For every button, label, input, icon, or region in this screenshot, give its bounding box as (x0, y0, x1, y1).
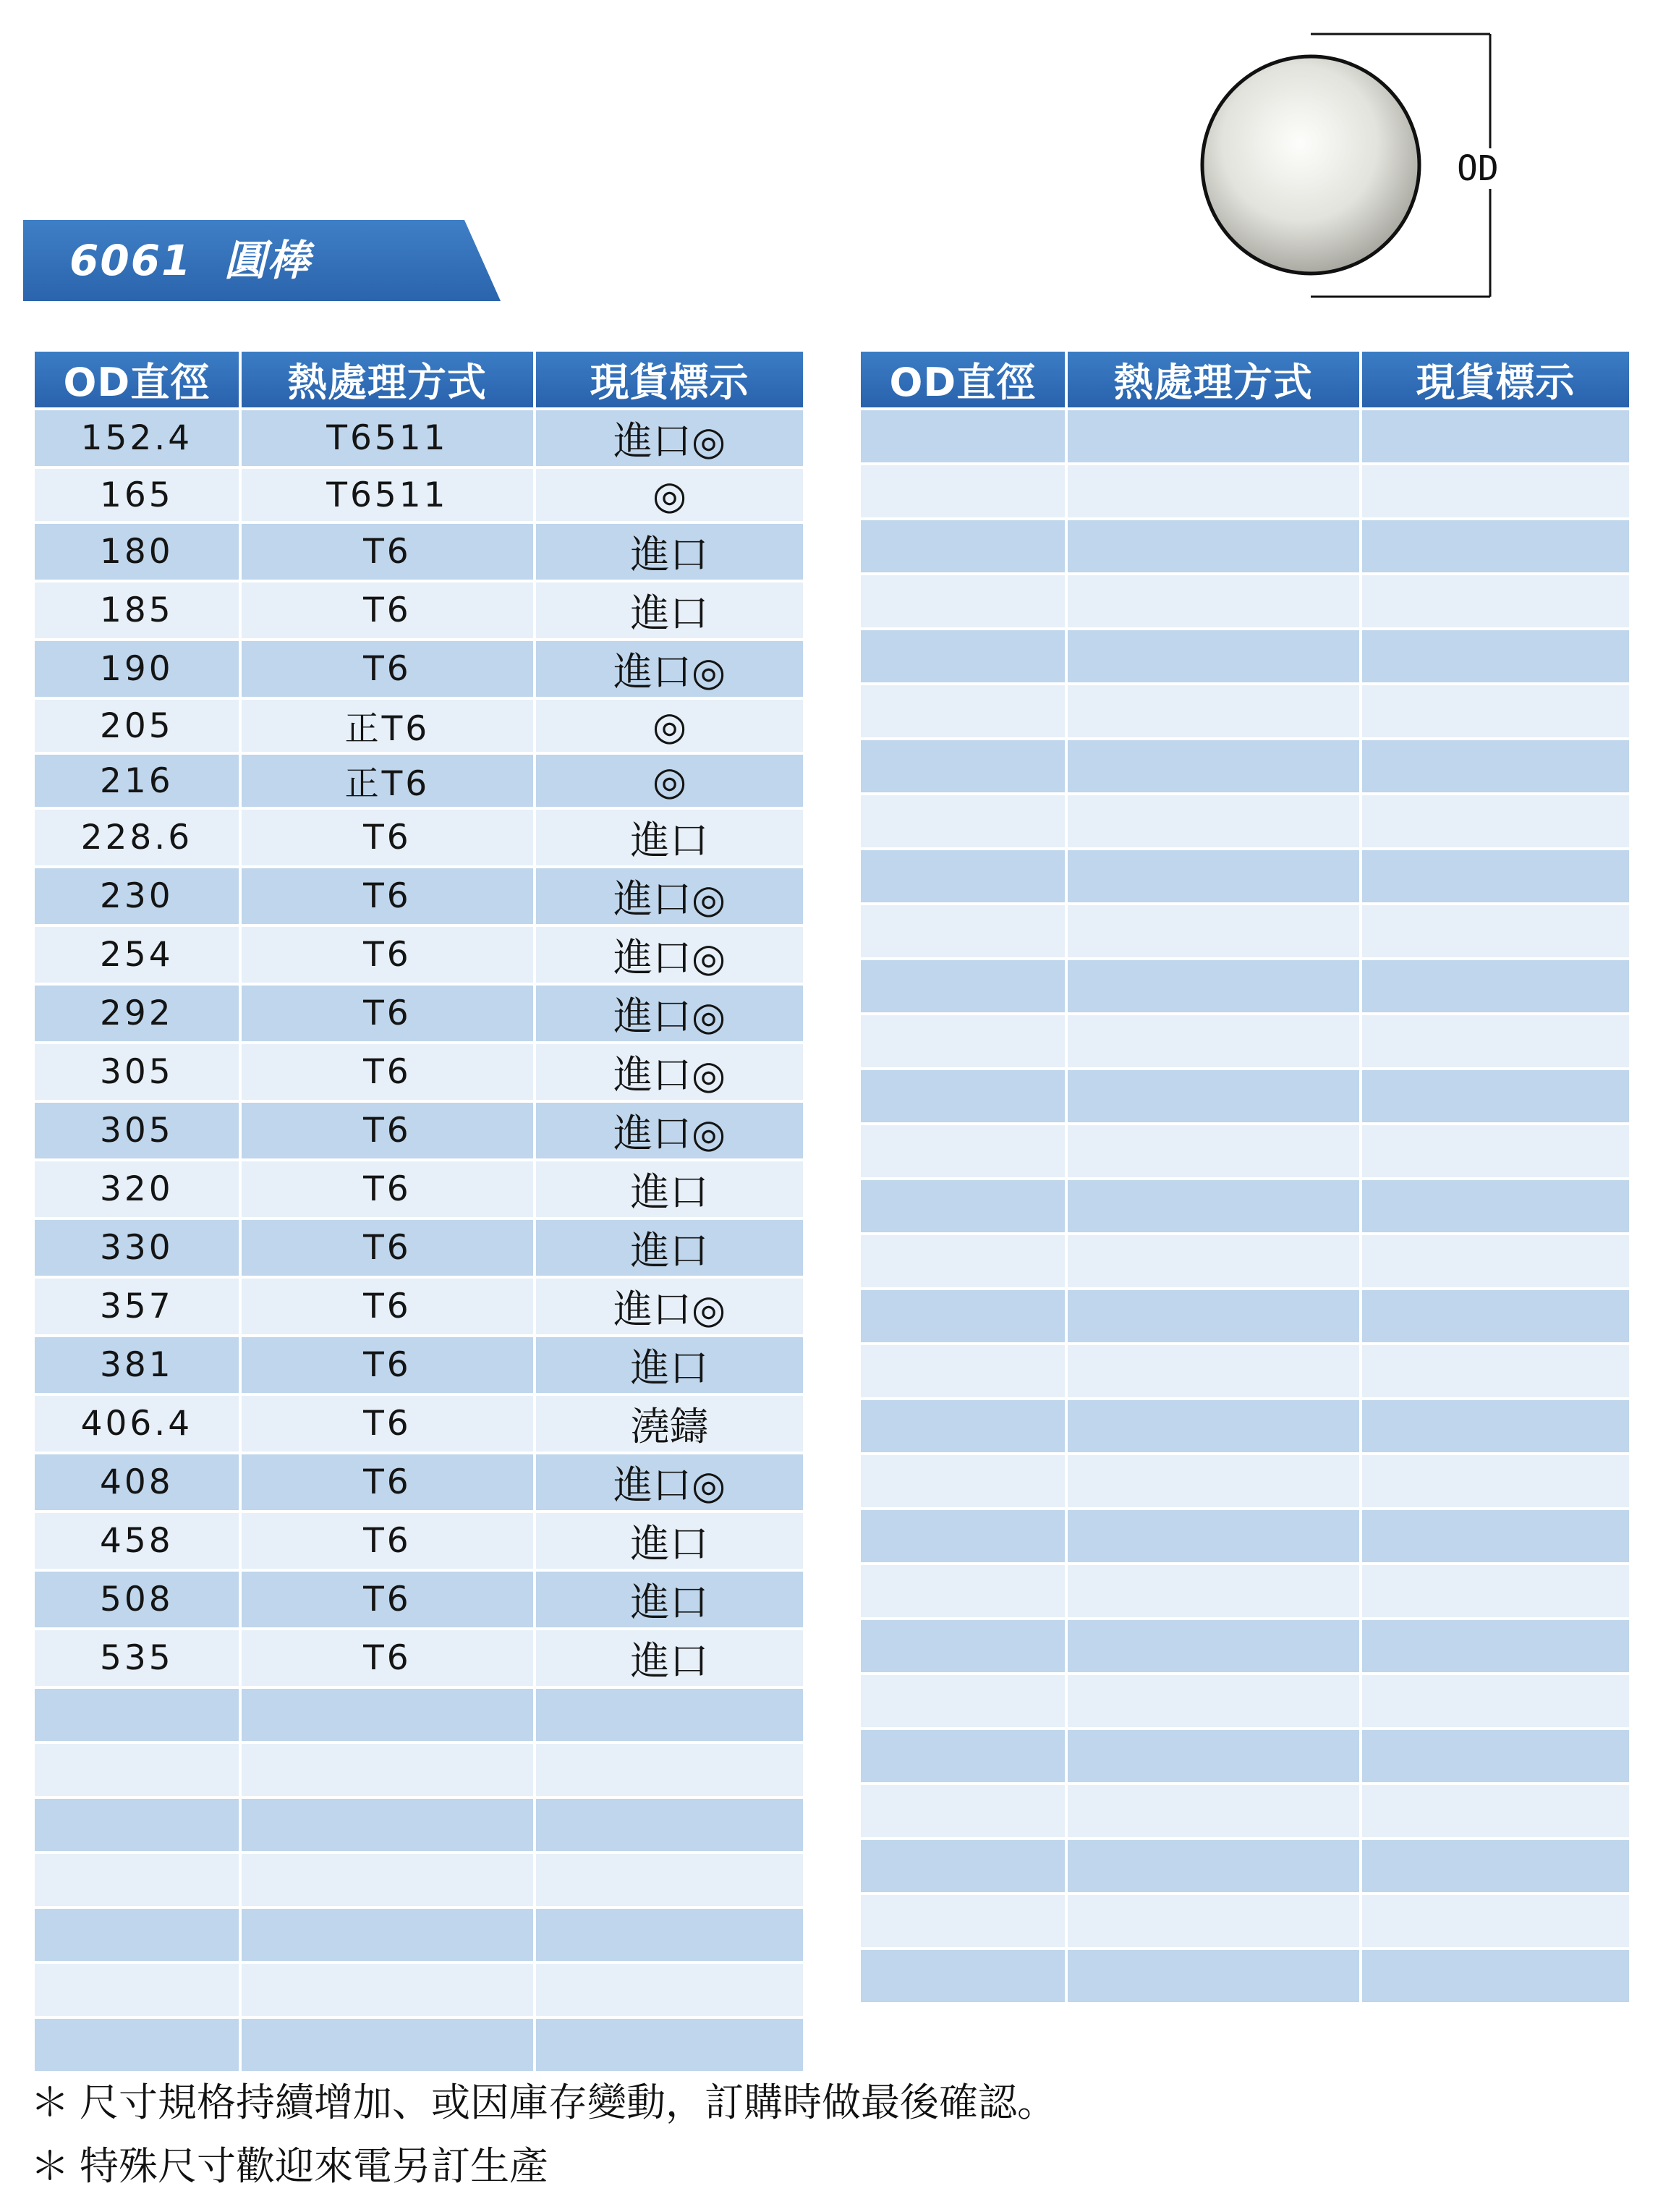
cell-od-diameter (861, 1455, 1065, 1507)
cell-heat-treatment (242, 2019, 533, 2071)
table-row (861, 1675, 1629, 1727)
table-row (861, 1455, 1629, 1507)
table-row (861, 1290, 1629, 1342)
cell-stock-mark (536, 2019, 803, 2071)
cell-od-diameter (861, 575, 1065, 627)
table-row (861, 685, 1629, 737)
cell-stock-mark (1362, 1840, 1629, 1892)
cell-od-diameter: 292 (35, 986, 239, 1041)
cell-od-diameter (35, 1744, 239, 1796)
footnote-text: 尺寸規格持續增加、或因庫存變動，訂購時做最後確認。 (80, 2080, 1056, 2125)
cell-od-diameter (861, 795, 1065, 847)
cell-stock-mark (1362, 1730, 1629, 1782)
cell-heat-treatment (242, 1854, 533, 1906)
cell-heat-treatment (1068, 1620, 1359, 1672)
cell-stock-mark (1362, 1510, 1629, 1562)
table-row (35, 1909, 803, 1961)
cell-stock-mark (536, 1964, 803, 2016)
cell-heat-treatment (1068, 1400, 1359, 1452)
table-row (861, 630, 1629, 682)
cell-od-diameter (861, 410, 1065, 462)
cell-stock-mark (1362, 410, 1629, 462)
cell-stock-mark (536, 1689, 803, 1741)
cell-heat-treatment: T6 (242, 1279, 533, 1334)
cell-od-diameter (861, 1345, 1065, 1397)
cell-stock-mark: 進口◎ (536, 641, 803, 697)
table-row (35, 1161, 803, 1217)
table-row (35, 700, 803, 752)
stock-table-left (32, 349, 806, 2074)
cell-heat-treatment (1068, 1730, 1359, 1782)
cell-stock-mark (1362, 1455, 1629, 1507)
table-row (35, 986, 803, 1041)
cell-stock-mark: 進口 (536, 1337, 803, 1393)
header-stock-mark: 現貨標示 (536, 352, 803, 407)
cell-stock-mark (1362, 1565, 1629, 1617)
cell-heat-treatment: T6 (242, 1630, 533, 1686)
cell-od-diameter: 381 (35, 1337, 239, 1393)
cell-stock-mark: 進口◎ (536, 868, 803, 924)
table-row (861, 1015, 1629, 1067)
cell-od-diameter (35, 1799, 239, 1851)
cell-heat-treatment: T6 (242, 1044, 533, 1100)
cell-stock-mark (1362, 1235, 1629, 1287)
cell-heat-treatment (1068, 850, 1359, 902)
table-row (35, 1799, 803, 1851)
cell-heat-treatment: T6 (242, 524, 533, 580)
cell-od-diameter: 320 (35, 1161, 239, 1217)
od-diagram (1157, 14, 1505, 318)
cell-heat-treatment: T6511 (242, 469, 533, 521)
cell-stock-mark (1362, 1290, 1629, 1342)
cell-od-diameter (861, 1510, 1065, 1562)
cell-heat-treatment: T6 (242, 1161, 533, 1217)
cell-heat-treatment (1068, 1785, 1359, 1837)
cell-od-diameter (861, 1070, 1065, 1122)
cell-od-diameter (861, 1290, 1065, 1342)
cell-stock-mark (1362, 1125, 1629, 1177)
cell-od-diameter (861, 1785, 1065, 1837)
footnote (30, 2071, 1056, 2135)
cell-heat-treatment (1068, 1180, 1359, 1232)
cell-stock-mark: 進口 (536, 582, 803, 638)
footnote-text: 特殊尺寸歡迎來電另訂生產 (80, 2143, 548, 2189)
cell-heat-treatment: T6 (242, 1454, 533, 1510)
table-row (35, 868, 803, 924)
table-row (35, 755, 803, 807)
cell-heat-treatment (1068, 740, 1359, 792)
cell-stock-mark (1362, 850, 1629, 902)
table-body-right (861, 410, 1629, 2002)
cell-heat-treatment (242, 1689, 533, 1741)
cell-stock-mark: 進口◎ (536, 410, 803, 466)
asterisk-icon: ＊ (30, 2080, 69, 2125)
table-row (35, 1454, 803, 1510)
cell-od-diameter (861, 465, 1065, 517)
cell-heat-treatment (1068, 465, 1359, 517)
cell-od-diameter: 535 (35, 1630, 239, 1686)
cell-stock-mark (1362, 685, 1629, 737)
cell-od-diameter: 230 (35, 868, 239, 924)
cell-od-diameter (861, 740, 1065, 792)
cell-heat-treatment (1068, 1950, 1359, 2002)
cell-heat-treatment (1068, 795, 1359, 847)
cell-heat-treatment: 正T6 (242, 755, 533, 807)
cell-heat-treatment: T6 (242, 927, 533, 983)
cell-heat-treatment: T6 (242, 810, 533, 865)
table-row (861, 795, 1629, 847)
cell-od-diameter (861, 685, 1065, 737)
table-row (861, 1950, 1629, 2002)
cell-heat-treatment: T6 (242, 986, 533, 1041)
table-row (35, 1337, 803, 1393)
cell-stock-mark: 進口◎ (536, 986, 803, 1041)
table-row (35, 1396, 803, 1452)
cell-od-diameter (861, 850, 1065, 902)
cell-od-diameter: 305 (35, 1103, 239, 1158)
cell-stock-mark: 澆鑄 (536, 1396, 803, 1452)
table-header-row (861, 352, 1629, 407)
table-row (35, 524, 803, 580)
table-row (35, 1630, 803, 1686)
table-row (861, 575, 1629, 627)
cell-heat-treatment: T6 (242, 641, 533, 697)
cell-od-diameter (35, 1964, 239, 2016)
cell-od-diameter (861, 1620, 1065, 1672)
table-row (861, 1180, 1629, 1232)
table-row (35, 582, 803, 638)
cell-heat-treatment (242, 1799, 533, 1851)
cell-heat-treatment (1068, 410, 1359, 462)
header-od-diameter: OD直徑 (861, 352, 1065, 407)
table-row (35, 1513, 803, 1569)
cell-od-diameter (861, 1840, 1065, 1892)
table-row (35, 1689, 803, 1741)
cell-od-diameter: 205 (35, 700, 239, 752)
cell-heat-treatment (242, 1909, 533, 1961)
header-heat-treatment: 熱處理方式 (1068, 352, 1359, 407)
cell-od-diameter: 152.4 (35, 410, 239, 466)
table-row (861, 905, 1629, 957)
cell-od-diameter (861, 1015, 1065, 1067)
table-row (861, 1895, 1629, 1947)
cell-stock-mark (1362, 1785, 1629, 1837)
table-row (35, 1279, 803, 1334)
table-row (861, 740, 1629, 792)
cell-stock-mark (1362, 1015, 1629, 1067)
cell-od-diameter (35, 1909, 239, 1961)
cell-heat-treatment (242, 1964, 533, 2016)
cell-heat-treatment (1068, 1015, 1359, 1067)
cell-stock-mark (1362, 905, 1629, 957)
cell-od-diameter: 305 (35, 1044, 239, 1100)
cell-stock-mark (1362, 1180, 1629, 1232)
table-row (861, 850, 1629, 902)
cell-heat-treatment (1068, 630, 1359, 682)
cell-stock-mark (1362, 1675, 1629, 1727)
header-od-diameter: OD直徑 (35, 352, 239, 407)
table-row (35, 927, 803, 983)
cell-od-diameter: 357 (35, 1279, 239, 1334)
table-row (35, 469, 803, 521)
cell-stock-mark: 進口 (536, 1161, 803, 1217)
cell-stock-mark (536, 1799, 803, 1851)
cell-stock-mark: 進口 (536, 1630, 803, 1686)
cell-heat-treatment (1068, 1565, 1359, 1617)
cell-od-diameter: 406.4 (35, 1396, 239, 1452)
table-row (35, 1964, 803, 2016)
table-row (861, 1565, 1629, 1617)
footnotes (30, 2071, 1056, 2198)
cell-od-diameter: 228.6 (35, 810, 239, 865)
cell-heat-treatment (1068, 685, 1359, 737)
cell-stock-mark: ◎ (536, 755, 803, 807)
table-row (861, 1785, 1629, 1837)
cell-od-diameter (861, 630, 1065, 682)
table-header-row (35, 352, 803, 407)
cell-heat-treatment: 正T6 (242, 700, 533, 752)
table-row (35, 410, 803, 466)
cell-od-diameter: 216 (35, 755, 239, 807)
cell-od-diameter (861, 1895, 1065, 1947)
cell-heat-treatment (1068, 1675, 1359, 1727)
cell-heat-treatment (1068, 1510, 1359, 1562)
cell-heat-treatment: T6 (242, 1103, 533, 1158)
table-row (861, 1620, 1629, 1672)
cell-od-diameter: 254 (35, 927, 239, 983)
cell-stock-mark: 進口 (536, 1572, 803, 1627)
cell-stock-mark (1362, 1070, 1629, 1122)
cell-stock-mark: 進口◎ (536, 1454, 803, 1510)
cell-od-diameter (861, 520, 1065, 572)
cell-stock-mark (1362, 1620, 1629, 1672)
cell-od-diameter (861, 960, 1065, 1012)
cell-stock-mark (1362, 465, 1629, 517)
cell-od-diameter: 330 (35, 1220, 239, 1276)
cell-stock-mark: 進口 (536, 1220, 803, 1276)
cell-heat-treatment (1068, 575, 1359, 627)
table-row (35, 1220, 803, 1276)
od-label: OD (1457, 148, 1499, 189)
round-bar-cross-section (1202, 56, 1419, 274)
cell-stock-mark (1362, 795, 1629, 847)
cell-od-diameter (35, 1689, 239, 1741)
table-row (861, 1840, 1629, 1892)
table-row (861, 410, 1629, 462)
cell-od-diameter: 508 (35, 1572, 239, 1627)
cell-stock-mark: 進口 (536, 810, 803, 865)
cell-stock-mark: 進口 (536, 1513, 803, 1569)
cell-heat-treatment: T6 (242, 868, 533, 924)
cell-stock-mark: 進口◎ (536, 927, 803, 983)
cell-heat-treatment (1068, 1895, 1359, 1947)
cell-stock-mark (536, 1909, 803, 1961)
cell-od-diameter: 458 (35, 1513, 239, 1569)
cell-od-diameter: 408 (35, 1454, 239, 1510)
cell-stock-mark (1362, 740, 1629, 792)
cell-od-diameter (861, 1180, 1065, 1232)
cell-od-diameter (35, 2019, 239, 2071)
cell-stock-mark (1362, 1400, 1629, 1452)
cell-stock-mark: ◎ (536, 469, 803, 521)
cell-stock-mark (1362, 630, 1629, 682)
table-row (861, 520, 1629, 572)
cell-heat-treatment (1068, 1290, 1359, 1342)
cell-od-diameter (861, 1675, 1065, 1727)
table-row (861, 465, 1629, 517)
header-stock-mark: 現貨標示 (1362, 352, 1629, 407)
table-row (35, 1572, 803, 1627)
cell-stock-mark: ◎ (536, 700, 803, 752)
cell-od-diameter: 165 (35, 469, 239, 521)
cell-stock-mark (1362, 520, 1629, 572)
asterisk-icon: ＊ (30, 2143, 69, 2189)
cell-stock-mark: 進口◎ (536, 1103, 803, 1158)
table-row (35, 810, 803, 865)
table-row (861, 1235, 1629, 1287)
cell-heat-treatment: T6 (242, 1396, 533, 1452)
cell-heat-treatment: T6 (242, 1513, 533, 1569)
table-row (861, 1070, 1629, 1122)
table-row (35, 1744, 803, 1796)
cell-stock-mark (1362, 575, 1629, 627)
cell-od-diameter (861, 1950, 1065, 2002)
cell-stock-mark (1362, 1345, 1629, 1397)
table-row (861, 960, 1629, 1012)
cell-stock-mark: 進口◎ (536, 1044, 803, 1100)
cell-heat-treatment (1068, 905, 1359, 957)
cell-od-diameter (35, 1854, 239, 1906)
table-row (861, 1125, 1629, 1177)
cell-od-diameter (861, 1400, 1065, 1452)
table-row (35, 1854, 803, 1906)
cell-stock-mark (1362, 960, 1629, 1012)
cell-stock-mark (1362, 1950, 1629, 2002)
footnote (30, 2135, 1056, 2198)
cell-od-diameter (861, 905, 1065, 957)
table-row (861, 1345, 1629, 1397)
stock-table-right (858, 349, 1632, 2005)
table-row (861, 1400, 1629, 1452)
cell-heat-treatment (1068, 520, 1359, 572)
cell-od-diameter (861, 1235, 1065, 1287)
cell-heat-treatment (1068, 1235, 1359, 1287)
cell-heat-treatment: T6511 (242, 410, 533, 466)
table-row (861, 1730, 1629, 1782)
table-row (861, 1510, 1629, 1562)
cell-heat-treatment (1068, 1455, 1359, 1507)
cell-heat-treatment (1068, 1125, 1359, 1177)
cell-heat-treatment (242, 1744, 533, 1796)
cell-od-diameter (861, 1565, 1065, 1617)
header-heat-treatment: 熱處理方式 (242, 352, 533, 407)
cell-heat-treatment (1068, 1070, 1359, 1122)
cell-stock-mark (1362, 1895, 1629, 1947)
cell-stock-mark: 進口 (536, 524, 803, 580)
cell-od-diameter (861, 1125, 1065, 1177)
page-title: 6061 圓棒 (69, 236, 311, 285)
cell-heat-treatment: T6 (242, 582, 533, 638)
cell-stock-mark (536, 1854, 803, 1906)
cell-stock-mark: 進口◎ (536, 1279, 803, 1334)
cell-od-diameter: 180 (35, 524, 239, 580)
table-body-left (35, 410, 803, 2071)
cell-heat-treatment: T6 (242, 1572, 533, 1627)
cell-heat-treatment (1068, 1840, 1359, 1892)
cell-od-diameter (861, 1730, 1065, 1782)
table-row (35, 1103, 803, 1158)
table-row (35, 641, 803, 697)
cell-od-diameter: 185 (35, 582, 239, 638)
cell-stock-mark (536, 1744, 803, 1796)
cell-heat-treatment (1068, 960, 1359, 1012)
cell-heat-treatment: T6 (242, 1337, 533, 1393)
cell-od-diameter: 190 (35, 641, 239, 697)
table-row (35, 2019, 803, 2071)
cell-heat-treatment (1068, 1345, 1359, 1397)
cell-heat-treatment: T6 (242, 1220, 533, 1276)
table-row (35, 1044, 803, 1100)
